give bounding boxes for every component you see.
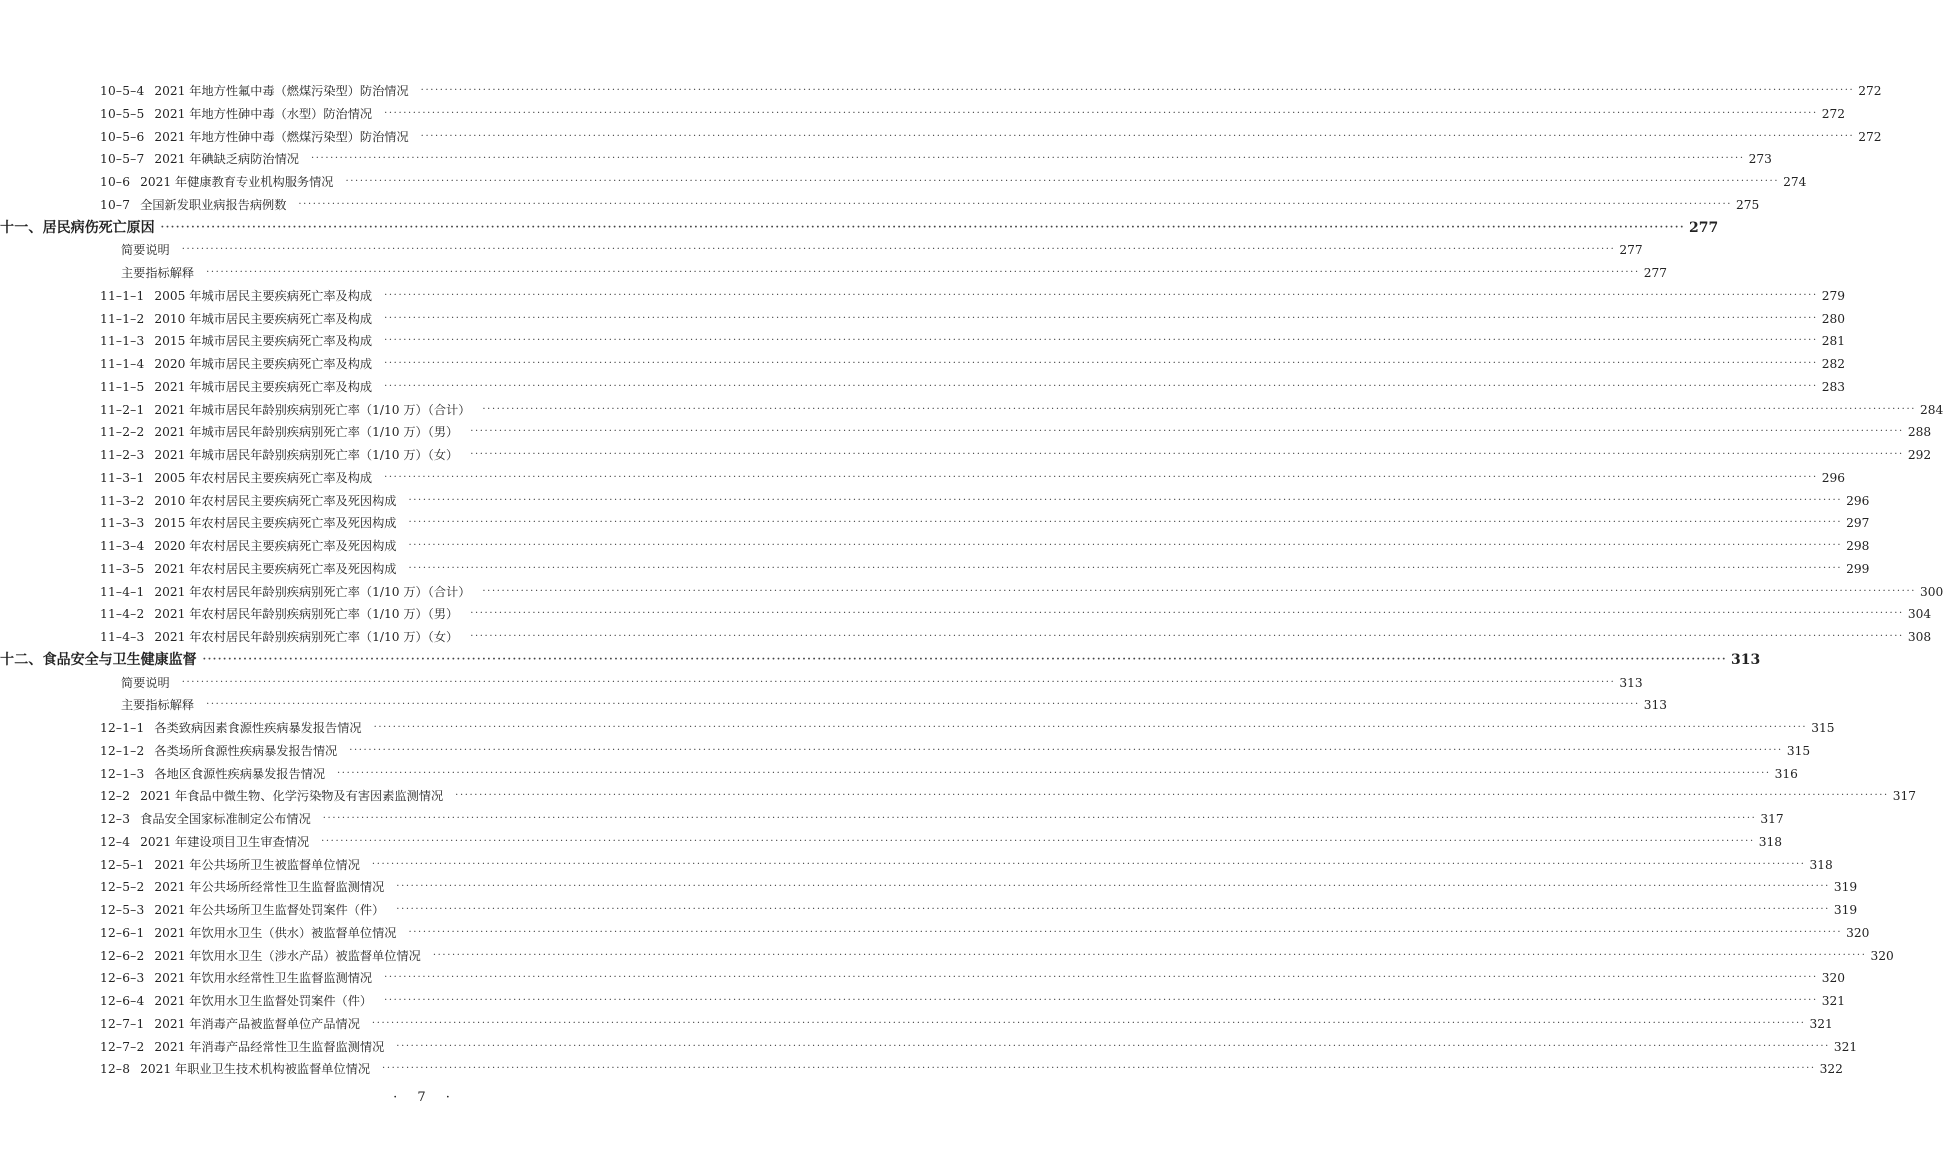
toc-page-number: 298 — [1846, 539, 1870, 553]
toc-entry-number: 11–1–2 — [100, 311, 145, 326]
toc-section-heading[interactable] — [0, 217, 1719, 240]
toc-entry-number: 11–4–1 — [100, 584, 145, 599]
toc-entry[interactable] — [0, 763, 1798, 786]
dot-leader: ············································································································································································································································································································ — [420, 130, 1855, 142]
toc-page-number: 317 — [1760, 812, 1784, 826]
toc-page-number: 308 — [1907, 630, 1932, 644]
toc-entry-title: 各类场所食源性疾病暴发报告情况 — [154, 743, 338, 758]
toc-entry[interactable] — [0, 717, 1835, 740]
toc-entry[interactable] — [0, 399, 1943, 422]
toc-entry-title: 2010 年城市居民主要疾病死亡率及构成 — [154, 311, 373, 326]
toc-entry-number: 12–6–3 — [100, 971, 145, 986]
toc-entry-title: 2021 年食品中微生物、化学污染物及有害因素监测情况 — [140, 789, 444, 804]
dot-leader: ············································································································································································································································································································ — [396, 904, 1830, 915]
dot-leader: ············································································································································································································································································································ — [408, 494, 1843, 506]
toc-entry-number: 12–2 — [100, 789, 131, 804]
toc-entry-title: 2021 年城市居民年龄别疾病别死亡率（1/10 万）（合计） — [154, 402, 471, 417]
dot-leader: ············································································································································································································································································································ — [384, 380, 1818, 392]
toc-page-number: 296 — [1846, 493, 1870, 508]
toc-page-number: 318 — [1758, 834, 1782, 849]
toc-entry-number: 11–1–5 — [100, 379, 145, 394]
toc-entry-number: 12–7–2 — [100, 1039, 145, 1054]
toc-entry-title: 2021 年地方性砷中毒（水型）防治情况 — [154, 106, 373, 121]
toc-entry-title: 2021 年健康教育专业机构服务情况 — [140, 175, 334, 189]
toc-entry[interactable] — [0, 353, 1845, 376]
toc-entry-number: 11–2–3 — [100, 448, 145, 462]
dot-leader: ············································································································································································································································································································ — [384, 995, 1818, 1006]
toc-entry-title: 2021 年公共场所卫生监督处罚案件（件） — [154, 903, 385, 917]
toc-page-number: 304 — [1907, 607, 1932, 622]
toc-page-number: 320 — [1846, 925, 1870, 940]
toc-entry-number: 11–1–1 — [100, 288, 145, 303]
toc-entry[interactable] — [0, 694, 1668, 717]
toc-page-number: 316 — [1774, 766, 1798, 781]
toc-page-number: 275 — [1736, 197, 1760, 212]
toc-entry[interactable] — [0, 740, 1811, 763]
toc-entry-title: 2021 年城市居民年龄别疾病别死亡率（1/10 万）（男） — [154, 425, 459, 440]
dot-leader: ············································································································································································································································································································ — [470, 449, 1904, 460]
toc-entry[interactable] — [0, 1036, 1858, 1059]
toc-entry-title: 居民病伤死亡原因 — [42, 219, 155, 236]
toc-entry[interactable] — [0, 876, 1858, 899]
dot-leader: ············································································································································································································································································································ — [206, 699, 1640, 711]
toc-page-number: 283 — [1821, 379, 1845, 394]
toc-entry-title: 2021 年城市居民年龄别疾病别死亡率（1/10 万）（女） — [154, 448, 459, 462]
toc-entry-title: 主要指标解释 — [121, 698, 195, 713]
dot-leader: ············································································································································································································································································································ — [202, 653, 1728, 665]
dot-leader: ············································································································································································································································································································ — [298, 198, 1733, 210]
dot-leader: ············································································································································································································································································································ — [470, 608, 1904, 620]
toc-page-number: 319 — [1833, 903, 1858, 917]
dot-leader: ············································································································································································································································································································ — [432, 949, 1867, 961]
toc-entry-number: 11–2–2 — [100, 425, 145, 440]
dot-leader: ············································································································································································································································································································ — [482, 585, 1917, 597]
toc-entry-title: 2021 年消毒产品被监督单位产品情况 — [154, 1016, 360, 1031]
dot-leader: ············································································································································································································································································································ — [482, 403, 1917, 415]
toc-entry[interactable] — [0, 854, 1833, 877]
toc-entry-title: 2021 年城市居民主要疾病死亡率及构成 — [154, 379, 373, 394]
toc-entry[interactable] — [0, 421, 1932, 444]
toc-entry-title: 2021 年地方性砷中毒（燃煤污染型）防治情况 — [154, 129, 409, 144]
dot-leader: ············································································································································································································································································································ — [160, 221, 1686, 233]
toc-entry-number: 10–5–6 — [100, 129, 145, 144]
dot-leader: ············································································································································································································································································································ — [420, 85, 1855, 96]
toc-entry-title: 2021 年饮用水经常性卫生监督监测情况 — [154, 971, 373, 986]
toc-page-number: 277 — [1643, 266, 1668, 280]
toc-page-number: 313 — [1731, 651, 1761, 668]
toc-entry-title: 2015 年城市居民主要疾病死亡率及构成 — [154, 334, 373, 349]
dot-leader: ············································································································································································································································································································ — [408, 926, 1843, 938]
toc-entry-number: 11–1–3 — [100, 334, 145, 349]
dot-leader: ············································································································································································································································································································ — [345, 176, 1780, 187]
toc-page-number: 319 — [1833, 880, 1858, 895]
dot-leader: ············································································································································································································································································································ — [206, 267, 1640, 278]
dot-leader: ············································································································································································································································································································ — [384, 471, 1818, 483]
toc-entry-number: 12–7–1 — [100, 1016, 145, 1031]
toc-page-number: 322 — [1819, 1062, 1843, 1077]
toc-page-number: 296 — [1821, 470, 1845, 485]
toc-entry[interactable] — [0, 1058, 1843, 1081]
toc-entry-title: 2005 年城市居民主要疾病死亡率及构成 — [154, 288, 373, 303]
dot-leader: ············································································································································································································································································································ — [321, 835, 1755, 847]
toc-entry[interactable] — [0, 444, 1932, 467]
toc-entry[interactable] — [0, 831, 1782, 854]
dot-leader: ············································································································································································································································································································ — [371, 1017, 1806, 1029]
toc-entry[interactable] — [0, 103, 1845, 126]
toc-entry-number: 10–7 — [100, 197, 131, 212]
toc-entry-title: 主要指标解释 — [121, 266, 195, 280]
toc-entry-number: 11–3–2 — [100, 493, 145, 508]
dot-leader: ············································································································································································································································································································ — [384, 289, 1818, 301]
toc-entry-number: 11–3–3 — [100, 516, 145, 531]
toc-entry-number: 11–3–4 — [100, 539, 145, 553]
toc-page-number: 321 — [1833, 1039, 1858, 1054]
toc-entry-number: 十二、 — [0, 651, 43, 668]
toc-page-number: 300 — [1920, 584, 1943, 599]
toc-page-number: 281 — [1821, 334, 1845, 349]
toc-entry-title: 2021 年农村居民年龄别疾病别死亡率（1/10 万）（合计） — [154, 584, 471, 599]
table-of-contents — [0, 80, 1943, 1081]
toc-entry-number: 12–1–2 — [100, 743, 145, 758]
toc-section-heading[interactable] — [0, 649, 1761, 672]
toc-entry-title: 简要说明 — [121, 243, 170, 258]
toc-page-number: 272 — [1858, 129, 1882, 144]
toc-entry[interactable] — [0, 490, 1870, 513]
dot-leader: ············································································································································································································································································································ — [455, 790, 1889, 802]
toc-entry-title: 食品安全国家标准制定公布情况 — [140, 812, 311, 826]
toc-entry-number: 12–5–1 — [100, 857, 145, 872]
toc-entry-number: 12–8 — [100, 1062, 131, 1077]
dot-leader: ············································································································································································································································································································ — [322, 813, 1757, 824]
toc-entry[interactable] — [0, 535, 1870, 558]
toc-entry-number: 11–3–5 — [100, 561, 145, 576]
toc-entry-title: 食品安全与卫生健康监督 — [42, 651, 197, 668]
toc-entry-number: 12–6–2 — [100, 948, 145, 963]
toc-page-number: 272 — [1821, 106, 1845, 121]
dot-leader: ············································································································································································································································································································ — [408, 540, 1843, 551]
toc-entry[interactable] — [0, 808, 1784, 831]
dot-leader: ············································································································································································································································································································ — [470, 426, 1904, 438]
toc-entry-title: 2010 年农村居民主要疾病死亡率及死因构成 — [154, 493, 397, 508]
toc-entry[interactable] — [0, 239, 1643, 262]
toc-page-number: 277 — [1689, 219, 1719, 236]
toc-entry-number: 11–4–3 — [100, 630, 145, 644]
toc-entry-title: 2021 年公共场所卫生被监督单位情况 — [154, 857, 360, 872]
toc-entry-title: 简要说明 — [121, 675, 170, 690]
toc-page-number: 272 — [1858, 84, 1882, 98]
toc-page-number: 282 — [1821, 357, 1845, 371]
toc-entry-number: 11–3–1 — [100, 470, 145, 485]
toc-entry[interactable] — [0, 626, 1932, 649]
dot-leader: ············································································································································································································································································································ — [396, 881, 1830, 893]
toc-entry-title: 2020 年农村居民主要疾病死亡率及死因构成 — [154, 539, 397, 553]
toc-entry-number: 10–5–7 — [100, 152, 145, 167]
toc-entry[interactable] — [0, 376, 1845, 399]
toc-entry[interactable] — [0, 126, 1882, 149]
toc-page-number: 321 — [1809, 1016, 1833, 1031]
toc-page-number: 318 — [1809, 857, 1833, 872]
dot-leader: ············································································································································································································································································································ — [181, 676, 1616, 688]
toc-page-number: 288 — [1907, 425, 1932, 440]
dot-leader: ············································································································································································································································································································ — [408, 562, 1843, 574]
dot-leader: ············································································································································································································································································································ — [384, 107, 1818, 119]
toc-entry-number: 12–4 — [100, 834, 131, 849]
toc-entry-number: 10–6 — [100, 175, 131, 189]
dot-leader: ············································································································································································································································································································ — [181, 244, 1616, 256]
dot-leader: ············································································································································································································································································································ — [470, 631, 1904, 642]
toc-entry-title: 各类致病因素食源性疾病暴发报告情况 — [154, 721, 362, 735]
toc-entry-number: 10–5–5 — [100, 106, 145, 121]
page-number: · 7 · — [393, 1090, 458, 1105]
toc-entry-number: 十一、 — [0, 219, 43, 236]
toc-entry[interactable] — [0, 1013, 1833, 1036]
toc-entry-number: 11–4–2 — [100, 607, 145, 622]
toc-entry[interactable] — [0, 899, 1858, 922]
toc-entry-number: 12–1–1 — [100, 721, 145, 735]
toc-entry-title: 2021 年农村居民年龄别疾病别死亡率（1/10 万）（男） — [154, 607, 459, 622]
toc-entry-title: 2005 年农村居民主要疾病死亡率及构成 — [154, 470, 373, 485]
toc-page-number: 315 — [1811, 721, 1835, 735]
toc-entry-number: 11–1–4 — [100, 357, 145, 371]
toc-entry[interactable] — [0, 581, 1943, 604]
dot-leader: ············································································································································································································································································································ — [384, 312, 1818, 324]
toc-entry[interactable] — [0, 330, 1845, 353]
toc-entry[interactable] — [0, 990, 1845, 1013]
toc-entry-title: 全国新发职业病报告病例数 — [140, 197, 287, 212]
toc-page-number: 284 — [1920, 402, 1943, 417]
toc-entry[interactable] — [0, 558, 1870, 581]
toc-entry-title: 2021 年碘缺乏病防治情况 — [154, 152, 299, 167]
dot-leader: ············································································································································································································································································································ — [384, 335, 1818, 347]
toc-page-number: 274 — [1783, 175, 1807, 189]
toc-page-number: 273 — [1748, 152, 1772, 167]
dot-leader: ············································································································································································································································································································ — [384, 358, 1818, 369]
dot-leader: ············································································································································································································································································································ — [310, 153, 1745, 165]
toc-page-number: 292 — [1907, 448, 1932, 462]
toc-entry[interactable] — [0, 967, 1845, 990]
toc-entry-title: 2021 年公共场所经常性卫生监督监测情况 — [154, 880, 385, 895]
toc-page-number: 317 — [1892, 789, 1917, 804]
toc-entry-number: 12–5–2 — [100, 880, 145, 895]
toc-entry[interactable] — [0, 467, 1845, 490]
dot-leader: ············································································································································································································································································································ — [373, 722, 1808, 733]
toc-entry-title: 2015 年农村居民主要疾病死亡率及死因构成 — [154, 516, 397, 531]
toc-entry-number: 12–6–1 — [100, 925, 145, 940]
toc-entry[interactable] — [0, 285, 1845, 308]
toc-page-number: 320 — [1870, 948, 1894, 963]
toc-entry[interactable] — [0, 262, 1668, 285]
toc-entry[interactable] — [0, 80, 1882, 103]
toc-entry-title: 2021 年饮用水卫生（涉水产品）被监督单位情况 — [154, 948, 421, 963]
toc-entry-title: 2021 年农村居民主要疾病死亡率及死因构成 — [154, 561, 397, 576]
dot-leader: ············································································································································································································································································································ — [337, 767, 1771, 779]
toc-entry[interactable] — [0, 512, 1870, 535]
dot-leader: ············································································································································································································································································································ — [382, 1063, 1816, 1075]
toc-entry[interactable] — [0, 945, 1894, 968]
toc-entry[interactable] — [0, 672, 1643, 695]
toc-page-number: 299 — [1846, 561, 1870, 576]
toc-page-number: 297 — [1846, 516, 1870, 531]
toc-entry-title: 2021 年建设项目卫生审查情况 — [140, 834, 310, 849]
toc-page-number: 315 — [1786, 743, 1811, 758]
toc-entry-number: 12–3 — [100, 812, 131, 826]
toc-entry[interactable] — [0, 785, 1917, 808]
toc-entry-title: 2021 年饮用水卫生监督处罚案件（件） — [154, 994, 373, 1008]
dot-leader: ············································································································································································································································································································ — [371, 858, 1806, 870]
toc-page-number: 277 — [1619, 243, 1643, 258]
toc-entry-number: 12–6–4 — [100, 994, 145, 1008]
dot-leader: ············································································································································································································································································································ — [408, 517, 1843, 529]
toc-page-number: 280 — [1821, 311, 1845, 326]
toc-page-number: 313 — [1619, 675, 1643, 690]
toc-entry-title: 2021 年农村居民年龄别疾病别死亡率（1/10 万）（女） — [154, 630, 459, 644]
toc-page-number: 279 — [1821, 288, 1845, 303]
toc-entry[interactable] — [0, 603, 1932, 626]
toc-entry[interactable] — [0, 308, 1845, 331]
toc-entry-title: 2021 年消毒产品经常性卫生监督监测情况 — [154, 1039, 385, 1054]
toc-entry-title: 2020 年城市居民主要疾病死亡率及构成 — [154, 357, 373, 371]
toc-entry-title: 各地区食源性疾病暴发报告情况 — [154, 766, 326, 781]
toc-page-number: 313 — [1643, 698, 1668, 713]
toc-page-number: 321 — [1821, 994, 1845, 1008]
toc-entry[interactable] — [0, 171, 1807, 194]
toc-entry-number: 12–1–3 — [100, 766, 145, 781]
toc-entry-number: 11–2–1 — [100, 402, 145, 417]
toc-entry[interactable] — [0, 922, 1870, 945]
toc-entry[interactable] — [0, 194, 1760, 217]
toc-entry[interactable] — [0, 148, 1772, 171]
toc-entry-title: 2021 年地方性氟中毒（燃煤污染型）防治情况 — [154, 84, 409, 98]
dot-leader: ············································································································································································································································································································ — [349, 744, 1783, 756]
toc-entry-title: 2021 年职业卫生技术机构被监督单位情况 — [140, 1062, 371, 1077]
toc-entry-title: 2021 年饮用水卫生（供水）被监督单位情况 — [154, 925, 397, 940]
toc-entry-number: 12–5–3 — [100, 903, 145, 917]
dot-leader: ············································································································································································································································································································ — [396, 1040, 1830, 1052]
toc-entry-number: 10–5–4 — [100, 84, 145, 98]
toc-page-number: 320 — [1821, 971, 1845, 986]
dot-leader: ············································································································································································································································································································ — [384, 972, 1818, 984]
